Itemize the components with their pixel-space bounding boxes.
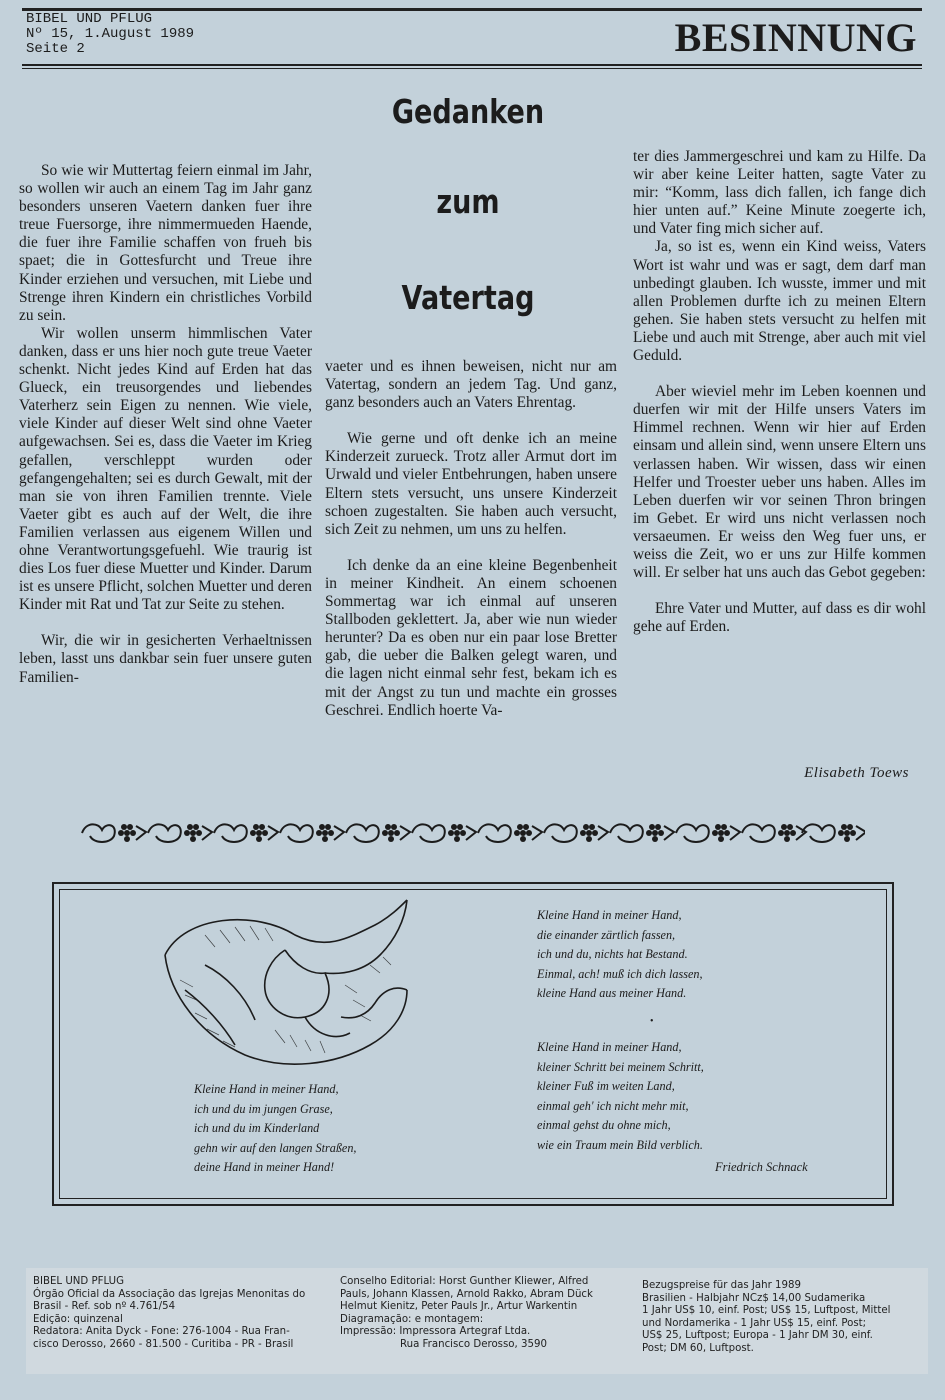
imprint-line: Bezugspreise für das Jahr 1989 [642,1280,801,1291]
poem-stanza-right-top [537,906,703,1004]
imprint-footer [26,1268,928,1374]
paragraph: So wie wir Muttertag feiern einmal im Jahr, so wollen wir auch an einem Tag im Jahr ganz besonders unseren Vaetern danken fuer ihre treue Fuersorge, ihre nimmermueden Haende, die fuer ihre Familie schaffen von frueh bis spaet; die in Gottesfurcht und Treue ihre Kinder erziehen und versuchen, mit Liebe und Strenge ihren Kindern ein christliches Vorbild zu sein. [19,162,312,324]
poem-line: ich und du im jungen Grase, [194,1101,333,1116]
paragraph: vaeter und es ihnen beweisen, nicht nur am Vatertag, sondern an jedem Tag. Und ganz, ganz besonders auch an Vaters Ehrentag. [325,358,617,412]
poem-stanza-left [194,1080,356,1178]
article-column-1 [19,162,312,687]
issue-date: Nº 15, 1.August 1989 [26,26,195,42]
page-number: Seite 2 [26,41,85,57]
paragraph: Wie gerne und oft denke ich an meine Kinderzeit zurueck. Trotz aller Armut dort im Urwald und vieler Entbehrungen, haben unsere Eltern stets versucht, uns unsere Kinderzeit schoen zugestalten. Sie haben auch versucht, sich Zeit zu nehmen, um uns zu helfen. [325,430,617,538]
poem-line: ich und du, nichts hat Bestand. [537,947,688,961]
poem-line: einmal gehst du ohne mich, [537,1118,671,1132]
imprint-line: Órgão Oficial da Associação das Igrejas Menonitas do [33,1288,306,1300]
imprint-column-publisher [33,1276,305,1352]
article-column-3 [633,148,926,636]
poem-line: kleine Hand aus meiner Hand. [537,986,687,1000]
paragraph: Ich denke da an eine kleine Begenbenheit in meiner Kindheit. An einem schoenen Sommertag war ich einmal auf unseren Stallboden geklettert. Ja, aber wie nun wieder herunter? Da es oben nur ein paar lose Bretter gab, die ueber die Balken gelegt waren, und die lagen nicht einmal sehr fest, bekam ich es mit der Angst zu tun und machte ein grosses Geschrei. Endlich hoerte Va- [325,556,617,719]
article-title-line-1: Gedanken [391,92,545,131]
imprint-column-editorial [340,1276,593,1352]
header-rule-thin [22,68,922,69]
imprint-line: Edição: quinzenal [33,1313,123,1325]
paragraph: Aber wieviel mehr im Leben koennen und duerfen wir mit der Hilfe unsers Vaters im Himmel rechnen. Wenn wir hier auf Erden einsam und allein sind, wenn unsere Eltern uns verlassen haben. Wir wissen, dass wir einen Helfer und Troester ueber uns haben. Alles im Leben duerfen wir vor seinen Thron bringen im Gebet. Er wird uns nicht verlassen noch versaeumen. Er weiss den Weg fuer uns, er weiss die Zeit, wo er uns zur Hilfe kommen will. Er selber hat uns auch das Gebot gegeben: [633,383,926,582]
imprint-line: Redatora: Anita Dyck - Fone: 276-1004 - Rua Fran- [33,1326,290,1338]
poem-line: ich und du im Kinderland [194,1121,320,1135]
poem-author: Friedrich Schnack [715,1160,808,1174]
paragraph: Ehre Vater und Mutter, auf dass es dir wohl gehe auf Erden. [633,600,926,636]
poem-line: kleiner Fuß im weiten Land, [537,1079,675,1093]
imprint-line: und Nordamerika - 1 Jahr US$ 15, einf. Post; [642,1317,867,1329]
imprint-line: 1 Jahr US$ 10, einf. Post; US$ 15, Luftpost, Mittel [642,1305,891,1317]
imprint-line: Impressão: Impressora Artegraf Ltda. [340,1326,531,1338]
imprint-line: Rua Francisco Derosso, 3590 [400,1338,547,1350]
imprint-line: Post; DM 60, Luftpost. [642,1342,754,1354]
poem-stanza-right-bottom [537,1038,704,1155]
poem-line: kleiner Schritt bei meinem Schritt, [537,1059,704,1074]
poem-line: die einander zärtlich fassen, [537,927,676,942]
imprint-line: Brasilien - Halbjahr NCz$ 14,00 Sudamerika [642,1292,866,1304]
ornamental-border-icon [80,818,865,848]
poem-line: wie ein Traum mein Bild verblich. [537,1137,703,1152]
top-rule [22,8,922,11]
poem-line: Einmal, ach! muß ich dich lassen, [537,966,703,981]
article-column-2 [325,358,617,720]
header-meta [26,12,194,57]
paragraph: Wir wollen unserm himmlischen Vater danken, dass er uns hier noch gute treue Vaeter schenkt. Nicht jedes Kind auf Erden hat das Glueck, ein treusorgendes und liebendes Vaterherz sein Eigen zu nennen. Wie viele, viele Kinder auf dieser Welt sind ohne Vaeter aufgewachsen. Sei es, dass die Vaeter im Krieg gefallen, verschleppt wurden oder gefangengehalten; sei es durch Gewalt, mit der man sie von ihren Familien trennte. Viele Vaeter gibt es auch auf der Welt, die ihre Familien verlassen aus eigenem Willen und ohne Verantwortungsgefuehl. Wie traurig ist dies Los fuer diese Muetter und Kinder. Darum ist es unsere Pflicht, solchen Muetter und deren Kinder mit Rat und Tat zur Seite zu stehen. [19,324,312,614]
imprint-line: BIBEL UND PFLUG [33,1276,125,1287]
imprint-line: Helmut Kienitz, Peter Pauls Jr., Artur Warkentin [340,1301,578,1313]
section-title: BESINNUNG [674,15,917,60]
poem-line: Kleine Hand in meiner Hand, [537,1040,682,1054]
imprint-line: Pauls, Johann Klassen, Arnold Rakko, Abram Dück [340,1288,593,1300]
hands-illustration-icon [145,895,435,1080]
imprint-line: Diagramação: e montagem: [340,1313,484,1325]
poem-line: einmal geh' ich nicht mehr mit, [537,1098,689,1113]
poem-separator: • [650,1016,654,1027]
poem-line: Kleine Hand in meiner Hand, [537,908,682,922]
imprint-column-prices [642,1280,890,1356]
imprint-line: Conselho Editorial: Horst Gunther Kliewer, Alfred [340,1276,589,1287]
article-signature: Elisabeth Toews [804,765,909,781]
poem-line: deine Hand in meiner Hand! [194,1160,335,1174]
imprint-line: cisco Derosso, 2660 - 81.500 - Curitiba - PR - Brasil [33,1338,294,1350]
publication-name: BIBEL UND PFLUG [26,11,153,27]
article-title-line-3: Vatertag [401,278,535,317]
paragraph: ter dies Jammergeschrei und kam zu Hilfe. Da wir aber keine Leiter hatten, sagte Vater zu mir: “Komm, lass dich fallen, ich fange dich hier unten auf.” Keine Minute zoegerte ich, und Vater fing mich sicher auf. [633,148,926,238]
poem-line: gehn wir auf den langen Straßen, [194,1140,357,1155]
poem-line: Kleine Hand in meiner Hand, [194,1082,339,1096]
paragraph: Wir, die wir in gesicherten Verhaeltnissen leben, lasst uns dankbar sein fuer unsere guten Familien- [19,632,312,686]
imprint-line: Brasil - Ref. sob nº 4.761/54 [33,1301,176,1313]
imprint-line: US$ 25, Luftpost; Europa - 1 Jahr DM 30, einf. [642,1330,873,1342]
header-rule [22,64,922,66]
paragraph: Ja, so ist es, wenn ein Kind weiss, Vaters Wort ist wahr und was er sagt, dem darf man unbedingt glauben. Ich wusste, immer und mit allen Problemen durfte ich zu meinen Eltern gehen. Sie haben stets versucht zu helfen mit Liebe und auch mit Strenge, aber auch mit viel Geduld. [633,238,926,365]
article-title-line-2: zum [436,182,500,221]
